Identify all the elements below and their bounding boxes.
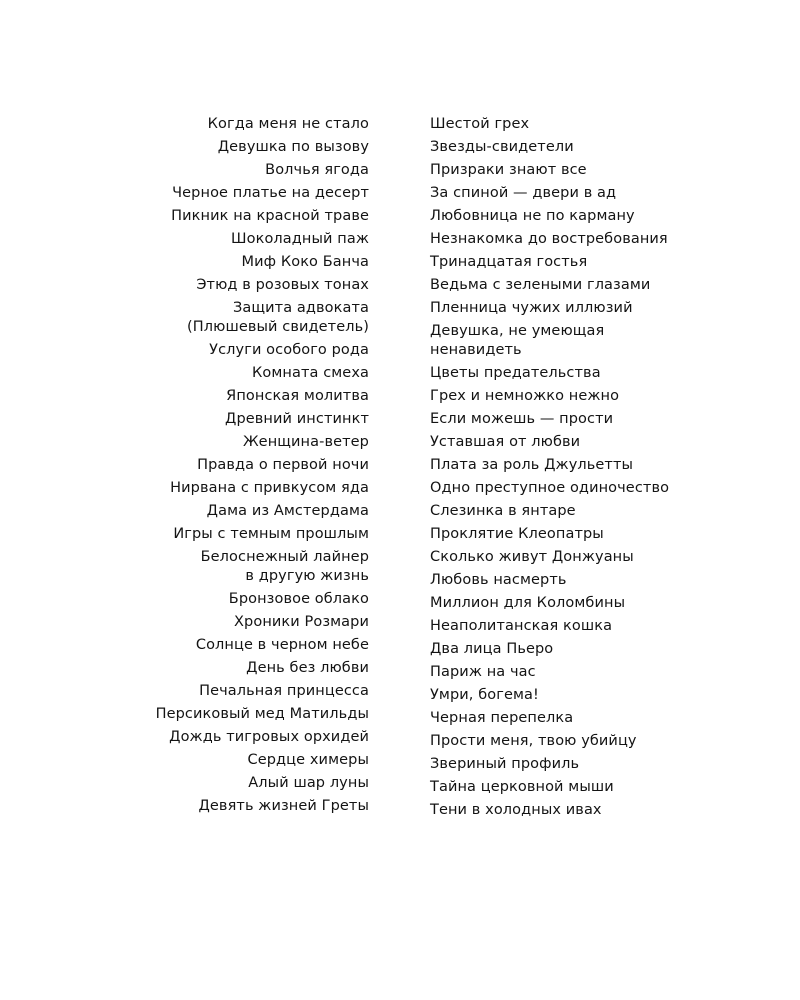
book-title (430, 297, 770, 320)
book-title (430, 546, 770, 569)
book-title (430, 431, 770, 454)
book-title-line: Шоколадный паж (231, 231, 369, 247)
book-title (69, 477, 369, 500)
book-title-line: Алый шар луны (248, 775, 369, 791)
book-title (69, 546, 369, 588)
book-title (69, 680, 369, 703)
book-title (69, 182, 369, 205)
book-title-line: Солнце в черном небе (195, 637, 369, 653)
book-title-line: Хроники Розмари (234, 614, 369, 630)
book-title-line: Два лица Пьеро (430, 641, 554, 657)
book-title-line: Шестой грех (430, 116, 530, 132)
book-title (430, 454, 770, 477)
book-title-line: Сердце химеры (247, 752, 369, 768)
book-title-line: Париж на час (430, 664, 536, 680)
book-title-line: Этюд в розовых тонах (196, 277, 369, 293)
book-title (430, 205, 770, 228)
book-title-line: Слезинка в янтаре (430, 503, 576, 519)
book-title-line: в другую жизнь (245, 568, 369, 584)
book-title (430, 182, 770, 205)
book-title (430, 385, 770, 408)
book-title (430, 638, 770, 661)
book-title-line: Грех и немножко нежно (430, 388, 620, 404)
book-title-line: Сколько живут Донжуаны (430, 549, 634, 565)
book-title (430, 251, 770, 274)
book-title-line: Когда меня не стало (207, 116, 369, 132)
book-title-line: Уставшая от любви (430, 434, 581, 450)
book-title (69, 657, 369, 680)
book-title-line: Нирвана с привкусом яда (170, 480, 369, 496)
book-title-line: Любовница не по карману (430, 208, 635, 224)
book-title-line: Черное платье на десерт (172, 185, 369, 201)
book-title (430, 362, 770, 385)
book-title (69, 159, 369, 182)
book-title (69, 251, 369, 274)
book-title-line: Девушка, не умеющая (430, 323, 605, 339)
book-title-line: Пленница чужих иллюзий (430, 300, 633, 316)
book-title (69, 795, 369, 818)
book-title (430, 569, 770, 592)
book-title (69, 362, 369, 385)
book-title-line: Персиковый мед Матильды (155, 706, 369, 722)
book-title (69, 385, 369, 408)
book-title (430, 136, 770, 159)
book-title (69, 205, 369, 228)
book-title-line: Печальная принцесса (199, 683, 369, 699)
book-title-line: ненавидеть (430, 342, 522, 358)
left-title-column (69, 113, 369, 818)
book-title-line: Неаполитанская кошка (430, 618, 613, 634)
book-title (430, 592, 770, 615)
book-title (69, 228, 369, 251)
book-title (69, 500, 369, 523)
book-title (430, 113, 770, 136)
book-title (69, 523, 369, 546)
book-title-line: Бронзовое облако (228, 591, 369, 607)
book-title (69, 274, 369, 297)
right-title-column (430, 113, 770, 822)
book-title (430, 684, 770, 707)
book-title (430, 228, 770, 251)
book-title (430, 320, 770, 362)
book-title-line: Комната смеха (251, 365, 369, 381)
book-title (430, 799, 770, 822)
book-title (430, 274, 770, 297)
book-title-line: Миллион для Коломбины (430, 595, 626, 611)
book-title-line: Звериный профиль (430, 756, 580, 772)
book-title-line: Цветы предательства (430, 365, 601, 381)
book-title (430, 523, 770, 546)
book-title-line: Миф Коко Банча (241, 254, 369, 270)
book-title (69, 408, 369, 431)
book-title (69, 339, 369, 362)
book-title-line: Волчья ягода (265, 162, 369, 178)
book-title-line: Девять жизней Греты (198, 798, 369, 814)
book-title (69, 113, 369, 136)
book-title-line: Защита адвоката (232, 300, 369, 316)
book-title-line: За спиной — двери в ад (430, 185, 617, 201)
book-title (69, 634, 369, 657)
book-title-line: Древний инстинкт (225, 411, 369, 427)
book-title-line: Умри, богема! (430, 687, 539, 703)
book-title-line: Любовь насмерть (430, 572, 567, 588)
book-title (430, 661, 770, 684)
book-title-line: Если можешь — прости (430, 411, 614, 427)
book-title-line: Одно преступное одиночество (430, 480, 670, 496)
book-title-line: Девушка по вызову (217, 139, 369, 155)
book-title (69, 454, 369, 477)
book-title (69, 749, 369, 772)
book-title-line: (Плюшевый свидетель) (187, 319, 369, 335)
book-title (69, 431, 369, 454)
book-title-line: Тайна церковной мыши (430, 779, 614, 795)
book-title (69, 297, 369, 339)
book-title (430, 730, 770, 753)
book-title-line: Проклятие Клеопатры (430, 526, 604, 542)
book-title-line: Дама из Амстердама (206, 503, 369, 519)
book-title-line: Тринадцатая гостья (430, 254, 588, 270)
book-title-line: Японская молитва (226, 388, 369, 404)
book-title-line: Незнакомка до востребования (430, 231, 668, 247)
book-title (69, 136, 369, 159)
book-title (430, 753, 770, 776)
book-title-line: Плата за роль Джульетты (430, 457, 634, 473)
book-title-line: Правда о первой ночи (197, 457, 369, 473)
book-title (430, 500, 770, 523)
book-title-line: Тени в холодных ивах (430, 802, 602, 818)
book-title (430, 408, 770, 431)
book-title (69, 611, 369, 634)
book-title-line: Прости меня, твою убийцу (430, 733, 637, 749)
book-title (69, 703, 369, 726)
book-title-line: Звезды-свидетели (430, 139, 574, 155)
book-title (430, 615, 770, 638)
book-title (69, 588, 369, 611)
book-title-line: Услуги особого рода (209, 342, 369, 358)
book-title (430, 707, 770, 730)
book-title (69, 726, 369, 749)
book-title-line: Ведьма с зелеными глазами (430, 277, 651, 293)
book-title (69, 772, 369, 795)
book-title-line: Пикник на красной траве (171, 208, 369, 224)
book-title (430, 159, 770, 182)
book-title-line: Черная перепелка (430, 710, 574, 726)
book-title-line: Призраки знают все (430, 162, 587, 178)
book-title-line: Игры с темным прошлым (173, 526, 369, 542)
book-title (430, 776, 770, 799)
book-title-line: Женщина-ветер (242, 434, 369, 450)
book-title (430, 477, 770, 500)
book-title-line: Дождь тигровых орхидей (169, 729, 369, 745)
book-title-line: Белоснежный лайнер (200, 549, 369, 565)
book-title-line: День без любви (246, 660, 369, 676)
